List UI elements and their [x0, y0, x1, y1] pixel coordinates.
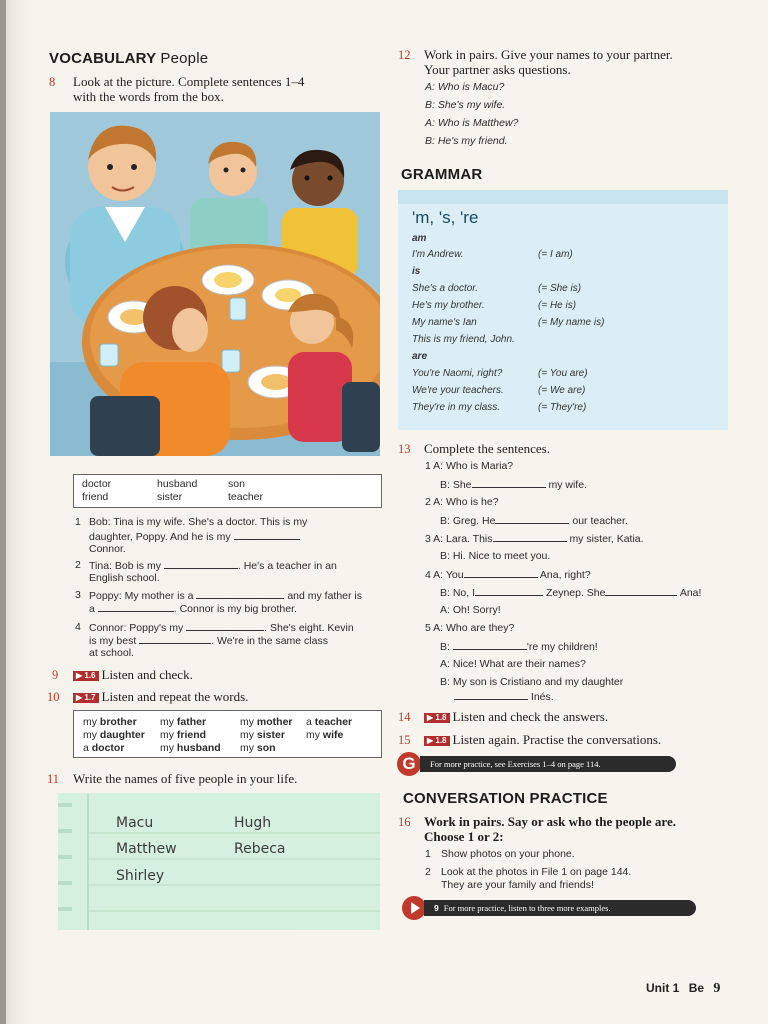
- ex13-line-11-end: 're my children!: [526, 641, 598, 653]
- page-spine: [0, 0, 6, 1024]
- exercise-16-line-1: Work in pairs. Say or ask who the people are.: [424, 814, 676, 829]
- sentence-1-line-c: Connor.: [89, 543, 126, 555]
- dialog-12-line-4: B: He's my friend.: [425, 135, 508, 147]
- grammar-row-are-2-expansion: (= We are): [538, 385, 586, 396]
- sentence-1-line-b: [89, 530, 300, 543]
- word-box-husband: husband: [157, 478, 198, 490]
- exercise-9-audio-track: 1.6: [84, 671, 96, 680]
- grammar-row-is-2-sentence: He's my brother.: [412, 300, 485, 311]
- names-notepad[interactable]: [58, 793, 380, 930]
- sentence-3-blank-1[interactable]: [196, 589, 284, 599]
- grammar-row-is-1-sentence: She's a doctor.: [412, 283, 479, 294]
- grammar-caption-is: is: [412, 266, 421, 277]
- word-box-son: son: [228, 478, 245, 490]
- sentence-4-line-b: [89, 634, 328, 647]
- grammar-box: [398, 190, 728, 430]
- written-name-4: Rebeca: [234, 841, 286, 857]
- sentence-2-line-a-end: . He's a teacher in an: [237, 560, 337, 572]
- exercise-9-text: Listen and check.: [101, 667, 193, 682]
- sentence-3-line-b-text: a: [89, 603, 95, 615]
- ex13-line-1: 1 A: Who is Maria?: [425, 460, 514, 472]
- sentence-4-line-a-text: Connor: Poppy's my: [89, 622, 184, 634]
- ex13-blank-3[interactable]: [493, 532, 567, 542]
- page-footer: [646, 981, 720, 997]
- word-key: sister: [256, 729, 285, 741]
- word-a-doctor: [83, 742, 124, 754]
- grammar-row-is-1-expansion: (= She is): [538, 283, 582, 294]
- footer-unit: Unit 1: [646, 981, 680, 995]
- exercise-14-text: Listen and check the answers.: [452, 709, 609, 724]
- word-my-father: [160, 716, 206, 728]
- exercise-12-line-2: Your partner asks questions.: [424, 62, 571, 77]
- ex13-line-14-end: Inés.: [530, 691, 554, 703]
- sentence-4-line-a: [89, 621, 354, 634]
- play-video-icon[interactable]: [402, 896, 426, 920]
- ex13-line-6: B: Hi. Nice to meet you.: [440, 550, 551, 562]
- ex13-line-5-end: my sister, Katia.: [569, 533, 644, 545]
- word-my-sister: [240, 729, 285, 741]
- ex13-blank-1[interactable]: [472, 478, 546, 488]
- ex13-line-11: [440, 640, 598, 653]
- ex13-line-3: 2 A: Who is he?: [425, 496, 499, 508]
- grammar-title: 'm, 's, 're: [412, 208, 479, 227]
- grammar-row-is-2: [412, 300, 577, 311]
- audio-track-icon[interactable]: ▶ 1.6: [73, 671, 99, 681]
- option-2-number: 2: [425, 866, 431, 878]
- sentence-1-blank[interactable]: [234, 530, 300, 540]
- word-my-daughter: [83, 729, 145, 741]
- audio-track-icon[interactable]: ▶ 1.8: [424, 736, 450, 746]
- exercise-8-number: 8: [49, 75, 56, 89]
- ex13-line-4: [440, 514, 628, 527]
- sentence-2-line-b: English school.: [89, 572, 160, 584]
- ex13-line-8-text: B: No, I: [440, 587, 476, 599]
- sentence-3-line-a-text: Poppy: My mother is a: [89, 590, 194, 602]
- ex13-blank-8[interactable]: [454, 690, 528, 700]
- family-words-box: [73, 710, 382, 758]
- grammar-row-am-sentence: I'm Andrew.: [412, 249, 464, 260]
- grammar-row-are-1-expansion: (= You are): [538, 368, 588, 379]
- dialog-12-line-3: A: Who is Matthew?: [425, 117, 519, 129]
- word-box: [73, 474, 382, 508]
- sentence-2-line-a: [89, 559, 337, 572]
- word-prefix: my: [240, 729, 257, 741]
- option-1-number: 1: [425, 848, 431, 860]
- ex13-line-8: [440, 586, 701, 599]
- sentence-3-line-a: [89, 589, 362, 602]
- word-key: friend: [176, 729, 207, 741]
- word-box-doctor: doctor: [82, 478, 112, 490]
- sentence-4-blank-1[interactable]: [186, 621, 264, 631]
- exercise-14-audio-track: 1.8: [435, 713, 447, 722]
- ex13-line-2-text: B: She: [440, 479, 472, 491]
- grammar-row-is-3: [412, 317, 605, 328]
- word-prefix: my: [160, 742, 177, 754]
- ex13-line-7-end: Ana, right?: [539, 569, 591, 581]
- word-key: father: [176, 716, 207, 728]
- word-prefix: my: [240, 742, 257, 754]
- ex13-line-7: [425, 568, 591, 581]
- grammar-row-is-2-expansion: (= He is): [538, 300, 577, 311]
- grammar-row-are-1-sentence: You're Naomi, right?: [412, 368, 503, 379]
- word-my-brother: [83, 716, 137, 728]
- ex13-line-11-text: B:: [440, 641, 450, 653]
- ex13-blank-4[interactable]: [464, 568, 538, 578]
- ex13-blank-6[interactable]: [605, 586, 677, 596]
- grammar-row-is-1: [412, 283, 582, 294]
- exercise-10-number: 10: [47, 690, 60, 704]
- written-name-3: Matthew: [116, 841, 177, 857]
- dialog-12-line-1: A: Who is Macu?: [425, 81, 505, 93]
- grammar-row-are-3-expansion: (= They're): [538, 402, 587, 413]
- ex13-line-2-end: my wife.: [548, 479, 587, 491]
- exercise-14-instruction[interactable]: [424, 709, 608, 724]
- ex13-blank-7[interactable]: [453, 640, 527, 650]
- exercise-9-number: 9: [52, 668, 59, 682]
- written-name-2: Hugh: [234, 815, 272, 831]
- word-key: daughter: [99, 729, 145, 741]
- word-prefix: my: [83, 716, 100, 728]
- ex13-line-13: B: My son is Cristiano and my daughter: [440, 676, 624, 688]
- exercise-10-audio-track: 1.7: [84, 693, 96, 702]
- exercise-16-instruction: [424, 814, 676, 844]
- word-box-teacher: teacher: [228, 491, 264, 503]
- sentence-3-line-b: [89, 602, 297, 615]
- exercise-8-line-1: Look at the picture. Complete sentences 1–4: [73, 74, 305, 89]
- grammar-row-is-3-expansion: (= My name is): [538, 317, 605, 328]
- ex13-line-12: A: Nice! What are their names?: [440, 658, 586, 670]
- sentence-4-line-a-end: . She's eight. Kevin: [264, 622, 354, 634]
- exercise-10-text: Listen and repeat the words.: [101, 689, 249, 704]
- ex13-blank-2[interactable]: [495, 514, 569, 524]
- sentence-3-number: 3: [75, 589, 81, 601]
- sentence-1-line-b-text: daughter, Poppy. And he is my: [89, 531, 231, 543]
- word-prefix: my: [306, 729, 323, 741]
- sentence-3-blank-2[interactable]: [98, 602, 174, 612]
- ex13-blank-5[interactable]: [475, 586, 543, 596]
- word-prefix: a: [306, 716, 315, 728]
- play-triangle-icon: [402, 896, 426, 920]
- sentence-2-line-a-text: Tina: Bob is my: [89, 560, 161, 572]
- exercise-15-audio-track: 1.8: [435, 736, 447, 745]
- word-my-son: [240, 742, 276, 754]
- sentence-1-number: 1: [75, 516, 81, 528]
- exercise-9-instruction[interactable]: [73, 667, 193, 682]
- exercise-8-instruction: [73, 74, 304, 104]
- grammar-row-is-4: [412, 334, 515, 345]
- ex13-line-4-text: B: Greg. He: [440, 515, 496, 527]
- word-my-friend: [160, 729, 206, 741]
- vocabulary-heading: [49, 50, 208, 67]
- exercise-15-text: Listen again. Practise the conversations.: [452, 732, 662, 747]
- sentence-4-number: 4: [75, 621, 81, 633]
- grammar-heading: GRAMMAR: [401, 166, 483, 183]
- word-a-teacher: [306, 716, 352, 728]
- video-practice-text: For more practice, listen to three more examples.: [443, 903, 611, 913]
- sentence-4-line-b-end: . We're in the same class: [211, 635, 328, 647]
- exercise-12-line-1: Work in pairs. Give your names to your partner.: [424, 47, 673, 62]
- dialog-12-line-2: B: She's my wife.: [425, 99, 506, 111]
- option-1-text: Show photos on your phone.: [441, 848, 575, 860]
- sentence-1-line-a: Bob: Tina is my wife. She's a doctor. This is my: [89, 516, 308, 528]
- sentence-3-line-b-end: . Connor is my big brother.: [173, 603, 297, 615]
- ex13-line-10: 5 A: Who are they?: [425, 622, 515, 634]
- grammar-row-are-3-sentence: They're in my class.: [412, 402, 501, 413]
- ex13-line-8-mid: Zeynep. She: [545, 587, 606, 599]
- word-prefix: my: [160, 729, 177, 741]
- vocabulary-heading-topic: People: [160, 50, 209, 67]
- ex13-line-8-end: Ana!: [679, 587, 702, 599]
- word-prefix: my: [160, 716, 177, 728]
- ex13-line-4-end: our teacher.: [572, 515, 628, 527]
- sentence-2-number: 2: [75, 559, 81, 571]
- grammar-row-is-4-sentence: This is my friend, John.: [412, 334, 515, 345]
- ex13-line-5: [425, 532, 644, 545]
- ex13-line-5-text: 3 A: Lara. This: [425, 533, 493, 545]
- written-name-5: Shirley: [116, 868, 165, 884]
- word-prefix: a: [83, 742, 92, 754]
- footer-page-number: 9: [713, 981, 721, 996]
- exercise-16-line-2: Choose 1 or 2:: [424, 829, 504, 844]
- word-my-wife: [306, 729, 343, 741]
- written-name-1: Macu: [116, 815, 154, 831]
- sentence-4-blank-2[interactable]: [139, 634, 211, 644]
- word-box-sister: sister: [157, 491, 183, 503]
- exercise-14-number: 14: [398, 710, 411, 724]
- exercise-15-instruction[interactable]: [424, 732, 661, 747]
- ex13-line-9: A: Oh! Sorry!: [440, 604, 501, 616]
- word-key: brother: [99, 716, 137, 728]
- exercise-13-number: 13: [398, 442, 411, 456]
- sentence-4-line-b-text: is my best: [89, 635, 137, 647]
- exercise-11-instruction: Write the names of five people in your life.: [73, 771, 298, 786]
- grammar-row-are-3: [412, 402, 587, 413]
- sentence-3-line-a-end: and my father is: [287, 590, 363, 602]
- grammar-row-are-1: [412, 368, 588, 379]
- family-dinner-drawing: [50, 112, 380, 456]
- grammar-row-am-expansion: (= I am): [538, 249, 573, 260]
- video-practice-link[interactable]: [424, 900, 696, 916]
- word-key: son: [256, 742, 276, 754]
- audio-track-icon[interactable]: ▶ 1.7: [73, 693, 99, 703]
- exercise-10-instruction[interactable]: [73, 689, 248, 704]
- ex13-line-7-text: 4 A: You: [425, 569, 464, 581]
- word-my-husband: [160, 742, 221, 754]
- notepad-lines: [58, 793, 380, 930]
- option-2-text-b: They are your family and friends!: [441, 879, 594, 891]
- grammar-caption-am: am: [412, 233, 427, 244]
- ex13-line-14: [454, 690, 554, 703]
- grammar-row-are-2-sentence: We're your teachers.: [412, 385, 504, 396]
- word-key: husband: [176, 742, 221, 754]
- exercise-12-instruction: [424, 47, 673, 77]
- exercise-16-number: 16: [398, 815, 411, 829]
- word-key: doctor: [91, 742, 125, 754]
- word-box-friend: friend: [82, 491, 109, 503]
- footer-unit-title: Be: [688, 981, 705, 995]
- grammar-reference-icon[interactable]: G: [397, 752, 421, 776]
- word-my-mother: [240, 716, 293, 728]
- exercise-13-instruction: Complete the sentences.: [424, 441, 550, 456]
- conversation-practice-heading: CONVERSATION PRACTICE: [403, 790, 608, 807]
- exercise-12-number: 12: [398, 48, 411, 62]
- grammar-row-are-2: [412, 385, 586, 396]
- video-number: 9: [434, 903, 439, 913]
- word-key: wife: [322, 729, 344, 741]
- option-2-text-a: Look at the photos in File 1 on page 144.: [441, 866, 632, 878]
- word-key: mother: [256, 716, 293, 728]
- grammar-row-is-3-sentence: My name's Ian: [412, 317, 477, 328]
- grammar-row-am: [412, 249, 573, 260]
- ex13-line-2: [440, 478, 587, 491]
- sentence-2-blank[interactable]: [164, 559, 238, 569]
- grammar-box-band: [398, 190, 728, 204]
- exercise-15-number: 15: [398, 733, 411, 747]
- grammar-reference-link[interactable]: For more practice, see Exercises 1–4 on page 114.: [420, 756, 676, 772]
- family-dinner-illustration: [50, 112, 380, 456]
- sentence-4-line-c: at school.: [89, 647, 134, 659]
- word-prefix: my: [240, 716, 257, 728]
- audio-track-icon[interactable]: ▶ 1.8: [424, 713, 450, 723]
- grammar-caption-are: are: [412, 351, 428, 362]
- vocabulary-heading-bold: VOCABULARY: [49, 50, 157, 67]
- exercise-8-line-2: with the words from the box.: [73, 89, 224, 104]
- word-prefix: my: [83, 729, 100, 741]
- exercise-11-number: 11: [47, 772, 60, 786]
- word-key: teacher: [314, 716, 353, 728]
